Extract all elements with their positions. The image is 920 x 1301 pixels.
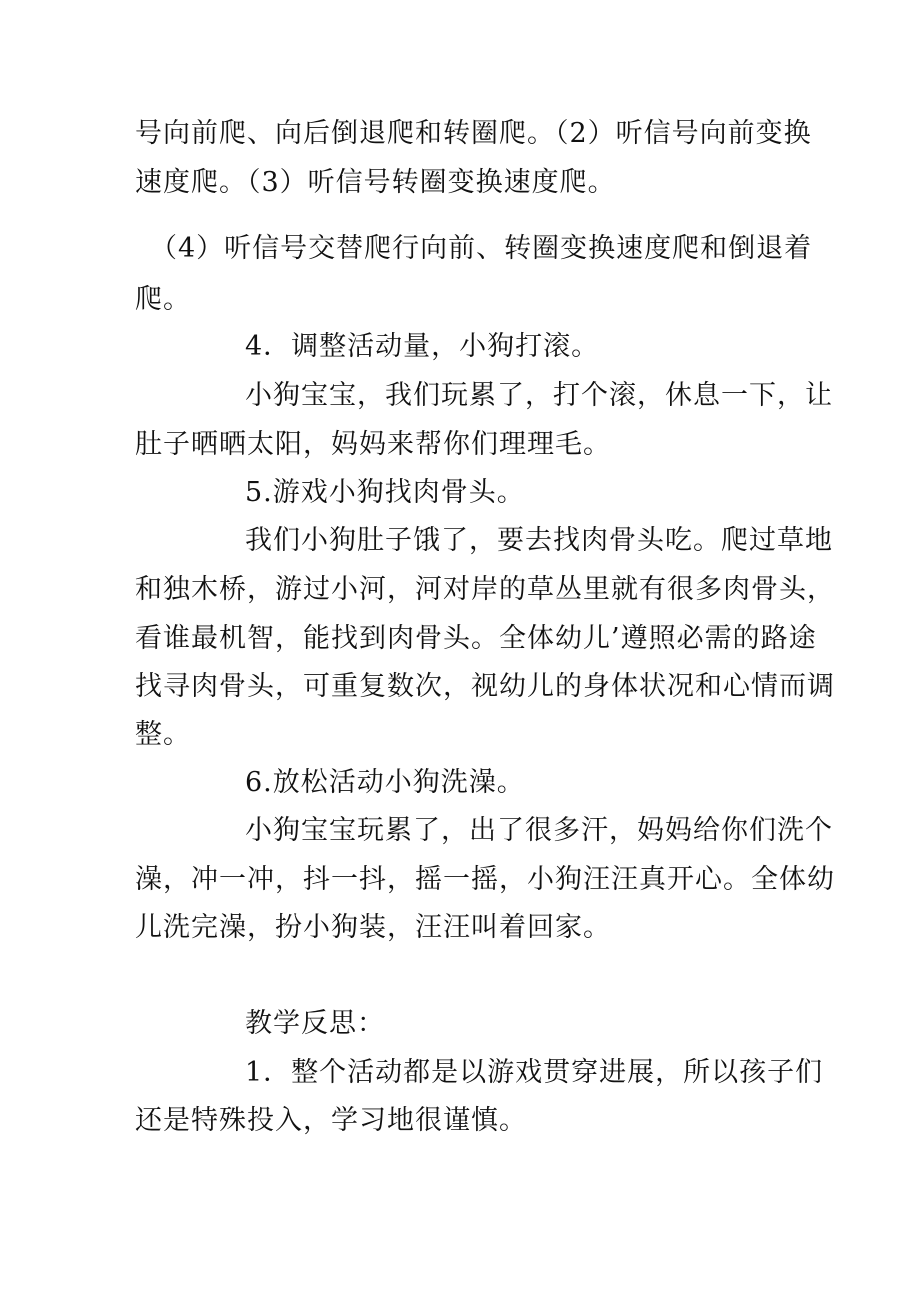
text-line-20: 还是特殊投入，学习地很谨慎。 xyxy=(135,1105,527,1136)
text-line-9: 我们小狗肚子饿了，要去找肉骨头吃。爬过草地 xyxy=(245,525,833,556)
text-line-16: 澡，冲一冲，抖一抖，摇一摇，小狗汪汪真开心。全体幼 xyxy=(135,864,835,895)
section-heading-6: 6.放松活动小狗洗澡。 xyxy=(245,767,525,798)
text-line-13: 整。 xyxy=(135,719,191,750)
text-line-2: 速度爬。（3）听信号转圈变换速度爬。 xyxy=(135,167,616,198)
text-line-17: 儿洗完澡，扮小狗装，汪汪叫着回家。 xyxy=(135,912,611,943)
reflection-heading: 教学反思： xyxy=(245,1008,385,1039)
section-heading-4: 4．调整活动量，小狗打滚。 xyxy=(245,331,600,362)
text-line-6: 小狗宝宝，我们玩累了，打个滚，休息一下，让 xyxy=(245,380,833,411)
text-line-4: 爬。 xyxy=(135,284,191,315)
text-line-1: 号向前爬、向后倒退爬和转圈爬。（2）听信号向前变换 xyxy=(135,118,812,149)
text-line-15: 小狗宝宝玩累了，出了很多汗，妈妈给你们洗个 xyxy=(245,815,833,846)
text-line-11: 看谁最机智，能找到肉骨头。全体幼儿’遵照必需的路途 xyxy=(135,623,817,654)
section-heading-5: 5.游戏小狗找肉骨头。 xyxy=(245,477,525,508)
text-line-12: 找寻肉骨头，可重复数次，视幼儿的身体状况和心情而调 xyxy=(135,671,835,702)
text-line-10: 和独木桥，游过小河，河对岸的草丛里就有很多肉骨头， xyxy=(135,574,835,605)
reflection-item-1: 1．整个活动都是以游戏贯穿进展，所以孩子们 xyxy=(245,1057,824,1088)
text-line-3: （4）听信号交替爬行向前、转圈变换速度爬和倒退着 xyxy=(150,233,813,264)
text-line-7: 肚子晒晒太阳，妈妈来帮你们理理毛。 xyxy=(135,429,611,460)
